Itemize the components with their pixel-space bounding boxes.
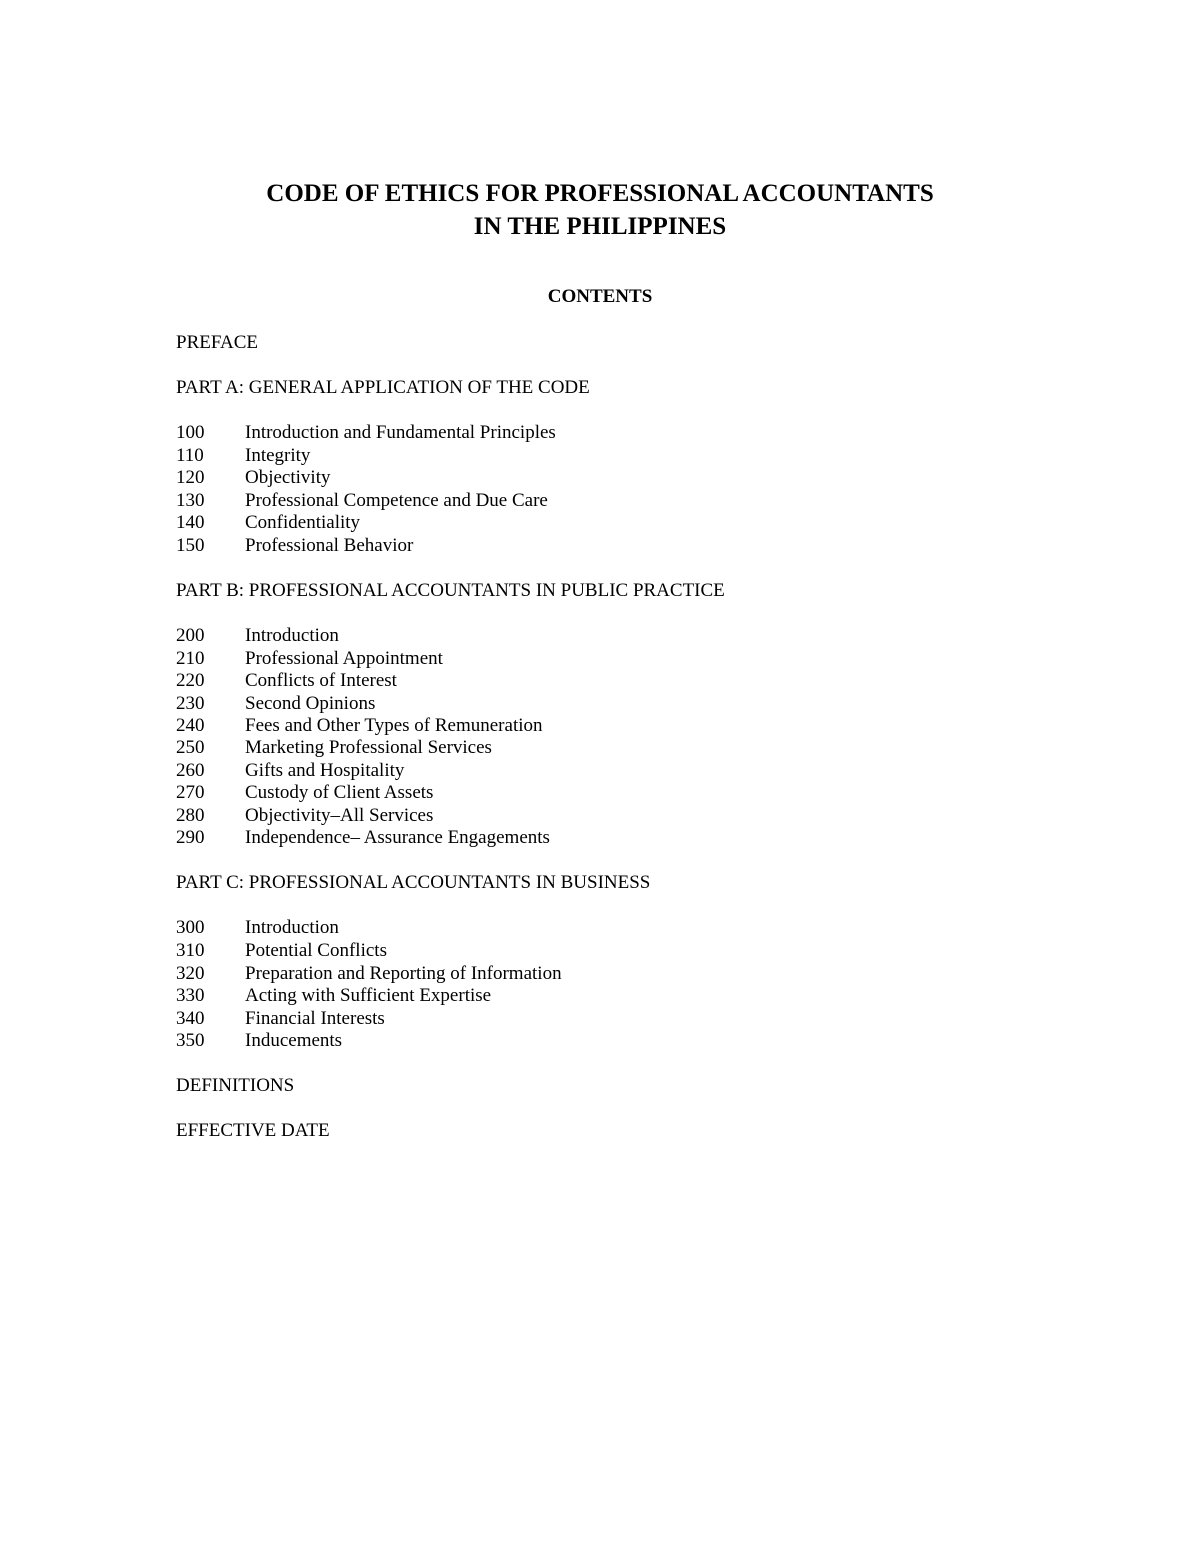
toc-entry-title: Professional Competence and Due Care (245, 490, 548, 511)
document-title-line-1: CODE OF ETHICS FOR PROFESSIONAL ACCOUNTANTS (266, 180, 934, 207)
toc-entry (176, 467, 330, 489)
document-title-line-2: IN THE PHILIPPINES (473, 213, 727, 240)
toc-entry-title: Gifts and Hospitality (245, 760, 405, 781)
toc-entry-title: Conflicts of Interest (245, 670, 397, 691)
toc-entry-number: 240 (176, 715, 205, 736)
toc-entry (176, 625, 339, 647)
toc-entry-number: 270 (176, 782, 205, 803)
toc-entry (176, 490, 548, 512)
toc-entry-title: Preparation and Reporting of Information (245, 963, 562, 984)
toc-entry (176, 715, 543, 737)
toc-entry-title: Professional Behavior (245, 535, 414, 556)
definitions-heading: DEFINITIONS (176, 1075, 295, 1096)
toc-entry-number: 330 (176, 985, 205, 1006)
toc-entry-number: 350 (176, 1030, 205, 1051)
toc-entry-number: 150 (176, 535, 205, 556)
part-c-heading: PART C: PROFESSIONAL ACCOUNTANTS IN BUSINESS (176, 872, 651, 893)
toc-entry (176, 1030, 342, 1052)
toc-entry (176, 1008, 385, 1030)
toc-entry (176, 917, 339, 939)
toc-entry-title: Introduction (245, 625, 339, 646)
toc-entry (176, 985, 491, 1007)
toc-entry-number: 320 (176, 963, 205, 984)
toc-entry-number: 340 (176, 1008, 205, 1029)
toc-entry (176, 940, 387, 962)
toc-entry-title: Financial Interests (245, 1008, 385, 1029)
toc-entry-title: Inducements (245, 1030, 343, 1051)
part-b-heading: PART B: PROFESSIONAL ACCOUNTANTS IN PUBLIC PRACTICE (176, 580, 725, 601)
toc-entry-title: Acting with Sufficient Expertise (245, 985, 492, 1006)
toc-entry-title: Introduction (245, 917, 339, 938)
toc-entry-title: Independence– Assurance Engagements (245, 827, 550, 848)
preface-heading: PREFACE (176, 332, 259, 353)
toc-entry-title: Potential Conflicts (245, 940, 387, 961)
part-a-heading: PART A: GENERAL APPLICATION OF THE CODE (176, 377, 590, 398)
toc-entry-number: 280 (176, 805, 205, 826)
toc-entry-number: 230 (176, 693, 205, 714)
toc-entry-number: 120 (176, 467, 205, 488)
toc-entry-number: 220 (176, 670, 205, 691)
toc-entry-title: Marketing Professional Services (245, 737, 492, 758)
toc-entry-number: 250 (176, 737, 205, 758)
toc-entry (176, 737, 492, 759)
toc-entry-title: Fees and Other Types of Remuneration (245, 715, 543, 736)
toc-entry (176, 445, 310, 467)
toc-entry-number: 260 (176, 760, 205, 781)
toc-entry-title: Integrity (245, 445, 311, 466)
effective-date-heading: EFFECTIVE DATE (176, 1120, 330, 1141)
toc-entry (176, 670, 397, 692)
toc-entry-number: 100 (176, 422, 205, 443)
toc-entry (176, 535, 413, 557)
toc-entry-title: Second Opinions (245, 693, 376, 714)
toc-entry (176, 422, 556, 444)
toc-entry (176, 693, 375, 715)
toc-entry-title: Custody of Client Assets (245, 782, 434, 803)
toc-entry-number: 110 (176, 445, 204, 466)
toc-entry-number: 140 (176, 512, 205, 533)
toc-entry-number: 310 (176, 940, 205, 961)
toc-entry-number: 130 (176, 490, 205, 511)
toc-entry-number: 200 (176, 625, 205, 646)
toc-entry (176, 805, 433, 827)
toc-entry-number: 300 (176, 917, 205, 938)
contents-heading: CONTENTS (547, 286, 653, 307)
toc-entry-title: Objectivity (245, 467, 331, 488)
toc-entry-title: Introduction and Fundamental Principles (245, 422, 556, 443)
toc-entry-number: 290 (176, 827, 205, 848)
toc-entry (176, 963, 562, 985)
toc-entry (176, 760, 404, 782)
toc-entry (176, 512, 360, 534)
toc-entry-title: Confidentiality (245, 512, 361, 533)
toc-entry (176, 648, 443, 670)
toc-entry (176, 782, 433, 804)
toc-entry-number: 210 (176, 648, 205, 669)
toc-entry-title: Objectivity–All Services (245, 805, 434, 826)
toc-entry-title: Professional Appointment (245, 648, 443, 669)
toc-entry (176, 827, 550, 849)
